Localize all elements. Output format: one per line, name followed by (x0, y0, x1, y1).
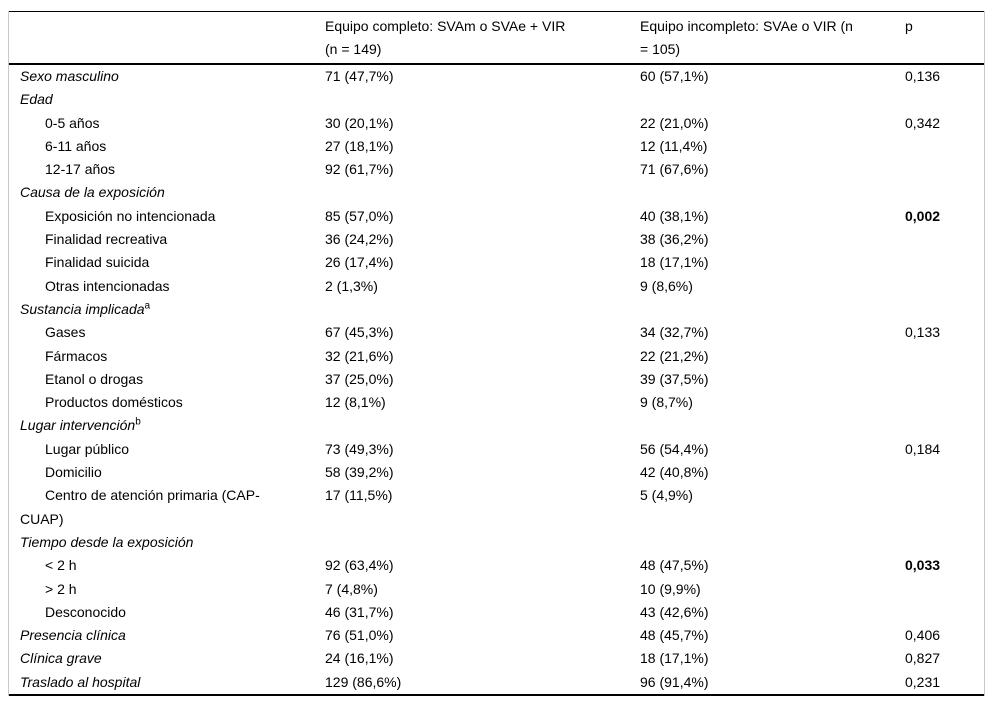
p-value: 0,342 (905, 114, 941, 131)
p-value (905, 601, 984, 624)
table-row (9, 158, 984, 181)
value-equipo-incompleto (640, 414, 905, 437)
row-label: Presencia clínica (20, 627, 126, 644)
footnote-marker: a (144, 300, 151, 312)
table-row (9, 391, 984, 414)
value-equipo-completo: 37 (25,0%) (325, 370, 394, 387)
table-row (9, 601, 984, 624)
value-equipo-completo (325, 531, 640, 554)
row-label: Traslado al hospital (20, 673, 141, 690)
p-value: 0,231 (905, 673, 941, 690)
table-row (9, 345, 984, 368)
row-label: Lugar público (45, 440, 130, 457)
value-equipo-completo: 92 (61,7%) (325, 161, 394, 178)
value-equipo-completo: 27 (18,1%) (325, 137, 394, 154)
value-equipo-incompleto: 60 (57,1%) (640, 68, 709, 84)
value-equipo-incompleto: 34 (32,7%) (640, 324, 709, 341)
table-row (9, 484, 984, 531)
table-row (9, 112, 984, 135)
table-row (9, 298, 984, 321)
row-label: Gases (45, 324, 86, 341)
value-equipo-incompleto: 12 (11,4%) (640, 137, 708, 154)
value-equipo-completo: 129 (86,6%) (325, 673, 402, 690)
row-label: 0-5 años (45, 114, 100, 131)
row-label: Clínica grave (20, 650, 102, 667)
value-equipo-incompleto: 22 (21,2%) (640, 347, 709, 364)
p-value (905, 484, 984, 531)
p-value: 0,133 (905, 324, 941, 341)
table-row (9, 438, 984, 461)
row-label: 12-17 años (45, 161, 116, 178)
table-row (9, 65, 984, 88)
header-col-equipo-incompleto (640, 15, 905, 63)
p-value (905, 578, 984, 601)
p-value: 0,002 (905, 207, 941, 224)
header-col-equipo-completo-line1: Equipo completo: SVAm o SVAe + VIR (325, 18, 566, 34)
value-equipo-incompleto: 10 (9,9%) (640, 580, 701, 597)
p-value: 0,184 (905, 440, 941, 457)
value-equipo-completo: 26 (17,4%) (325, 254, 394, 271)
table-row (9, 228, 984, 251)
value-equipo-completo: 76 (51,0%) (325, 627, 394, 644)
row-label: Exposición no intencionada (45, 207, 216, 224)
value-equipo-incompleto: 22 (21,0%) (640, 114, 709, 131)
value-equipo-incompleto: 39 (37,5%) (640, 370, 709, 387)
value-equipo-completo: 67 (45,3%) (325, 324, 394, 341)
table-row (9, 275, 984, 298)
value-equipo-completo: 12 (8,1%) (325, 394, 386, 411)
p-value (905, 531, 984, 554)
value-equipo-completo: 92 (63,4%) (325, 557, 394, 574)
value-equipo-completo (325, 414, 640, 437)
row-label: Tiempo desde la exposición (20, 533, 194, 550)
value-equipo-completo: 30 (20,1%) (325, 114, 394, 131)
table-row (9, 554, 984, 577)
value-equipo-incompleto (640, 181, 905, 204)
row-label: Finalidad recreativa (45, 231, 168, 248)
value-equipo-incompleto: 40 (38,1%) (640, 207, 709, 224)
p-value (905, 275, 984, 298)
header-empty-cell (9, 15, 325, 63)
row-label: Centro de atención primaria (CAP- CUAP) (20, 487, 260, 527)
p-value (905, 228, 984, 251)
p-value (905, 461, 984, 484)
header-col-p: p (905, 18, 913, 34)
value-equipo-incompleto: 43 (42,6%) (640, 603, 709, 620)
header-col-equipo-completo (325, 15, 640, 63)
row-label: Domicilio (45, 464, 102, 481)
table-row (9, 88, 984, 111)
header-col-equipo-incompleto-line1: Equipo incompleto: SVAe o VIR (n (640, 18, 853, 34)
value-equipo-completo: 24 (16,1%) (325, 650, 394, 667)
table-body (9, 65, 984, 694)
table-row (9, 368, 984, 391)
value-equipo-incompleto: 18 (17,1%) (640, 650, 709, 667)
header-col-equipo-completo-line2: (n = 149) (325, 41, 382, 58)
table-row (9, 135, 984, 158)
p-value: 0,033 (905, 557, 941, 574)
row-label: Lugar intervención$^b$ (20, 416, 141, 434)
value-equipo-completo: 73 (49,3%) (325, 440, 394, 457)
value-equipo-incompleto: 56 (54,4%) (640, 440, 709, 457)
row-label: Fármacos (45, 347, 108, 364)
p-value: 0,136 (905, 68, 941, 84)
table-row (9, 624, 984, 647)
footnote-marker: b (135, 416, 141, 428)
row-label: 6-11 años (45, 137, 107, 154)
row-label: Finalidad suicida (45, 254, 150, 271)
p-value (905, 298, 984, 321)
value-equipo-completo: 46 (31,7%) (325, 603, 394, 620)
value-equipo-completo (325, 298, 640, 321)
header-col-equipo-incompleto-line2: = 105) (640, 41, 681, 58)
comparison-table (8, 11, 985, 696)
value-equipo-completo: 71 (47,7%) (325, 68, 394, 84)
p-value (905, 368, 984, 391)
row-label: Causa de la exposición (20, 184, 165, 201)
value-equipo-incompleto: 9 (8,7%) (640, 394, 693, 411)
row-label: < 2 h (45, 557, 77, 574)
p-value (905, 158, 984, 181)
value-equipo-completo: 85 (57,0%) (325, 207, 394, 224)
table-row (9, 205, 984, 228)
value-equipo-incompleto: 18 (17,1%) (640, 254, 709, 271)
table-row (9, 461, 984, 484)
p-value: 0,827 (905, 650, 941, 667)
value-equipo-incompleto (640, 298, 905, 321)
table-row (9, 531, 984, 554)
p-value: 0,406 (905, 627, 941, 644)
value-equipo-incompleto: 5 (4,9%) (640, 487, 693, 504)
row-label: Otras intencionadas (45, 277, 170, 294)
p-value (905, 345, 984, 368)
value-equipo-incompleto: 71 (67,6%) (640, 161, 709, 178)
table-row (9, 578, 984, 601)
table-row (9, 181, 984, 204)
value-equipo-incompleto: 48 (45,7%) (640, 627, 709, 644)
row-label: > 2 h (45, 580, 77, 597)
row-label: Sustancia implicada$^a$ (20, 300, 151, 317)
value-equipo-incompleto: 96 (91,4%) (640, 673, 709, 690)
table-row (9, 671, 984, 694)
p-value (905, 135, 984, 158)
value-equipo-completo: 36 (24,2%) (325, 231, 394, 248)
p-value (905, 391, 984, 414)
row-label: Etanol o drogas (45, 370, 144, 387)
table-row (9, 251, 984, 274)
table-row (9, 321, 984, 344)
table-row (9, 414, 984, 437)
table-row (9, 647, 984, 670)
p-value (905, 414, 984, 437)
value-equipo-incompleto: 42 (40,8%) (640, 464, 709, 481)
value-equipo-completo: 2 (1,3%) (325, 277, 378, 294)
value-equipo-completo: 7 (4,8%) (325, 580, 378, 597)
row-label: Productos domésticos (45, 394, 183, 411)
value-equipo-completo: 17 (11,5%) (325, 487, 393, 504)
value-equipo-incompleto: 9 (8,6%) (640, 277, 693, 294)
row-label: Edad (20, 91, 53, 108)
value-equipo-completo (325, 88, 640, 111)
p-value (905, 181, 984, 204)
table-header-row (9, 12, 984, 63)
table-bottom-rule (9, 694, 984, 696)
value-equipo-incompleto: 48 (47,5%) (640, 557, 709, 574)
row-label: Sexo masculino (20, 68, 119, 84)
value-equipo-completo: 32 (21,6%) (325, 347, 394, 364)
value-equipo-incompleto: 38 (36,2%) (640, 231, 709, 248)
value-equipo-incompleto (640, 531, 905, 554)
p-value (905, 88, 984, 111)
value-equipo-incompleto (640, 88, 905, 111)
value-equipo-completo (325, 181, 640, 204)
row-label: Desconocido (45, 603, 126, 620)
p-value (905, 251, 984, 274)
value-equipo-completo: 58 (39,2%) (325, 464, 394, 481)
